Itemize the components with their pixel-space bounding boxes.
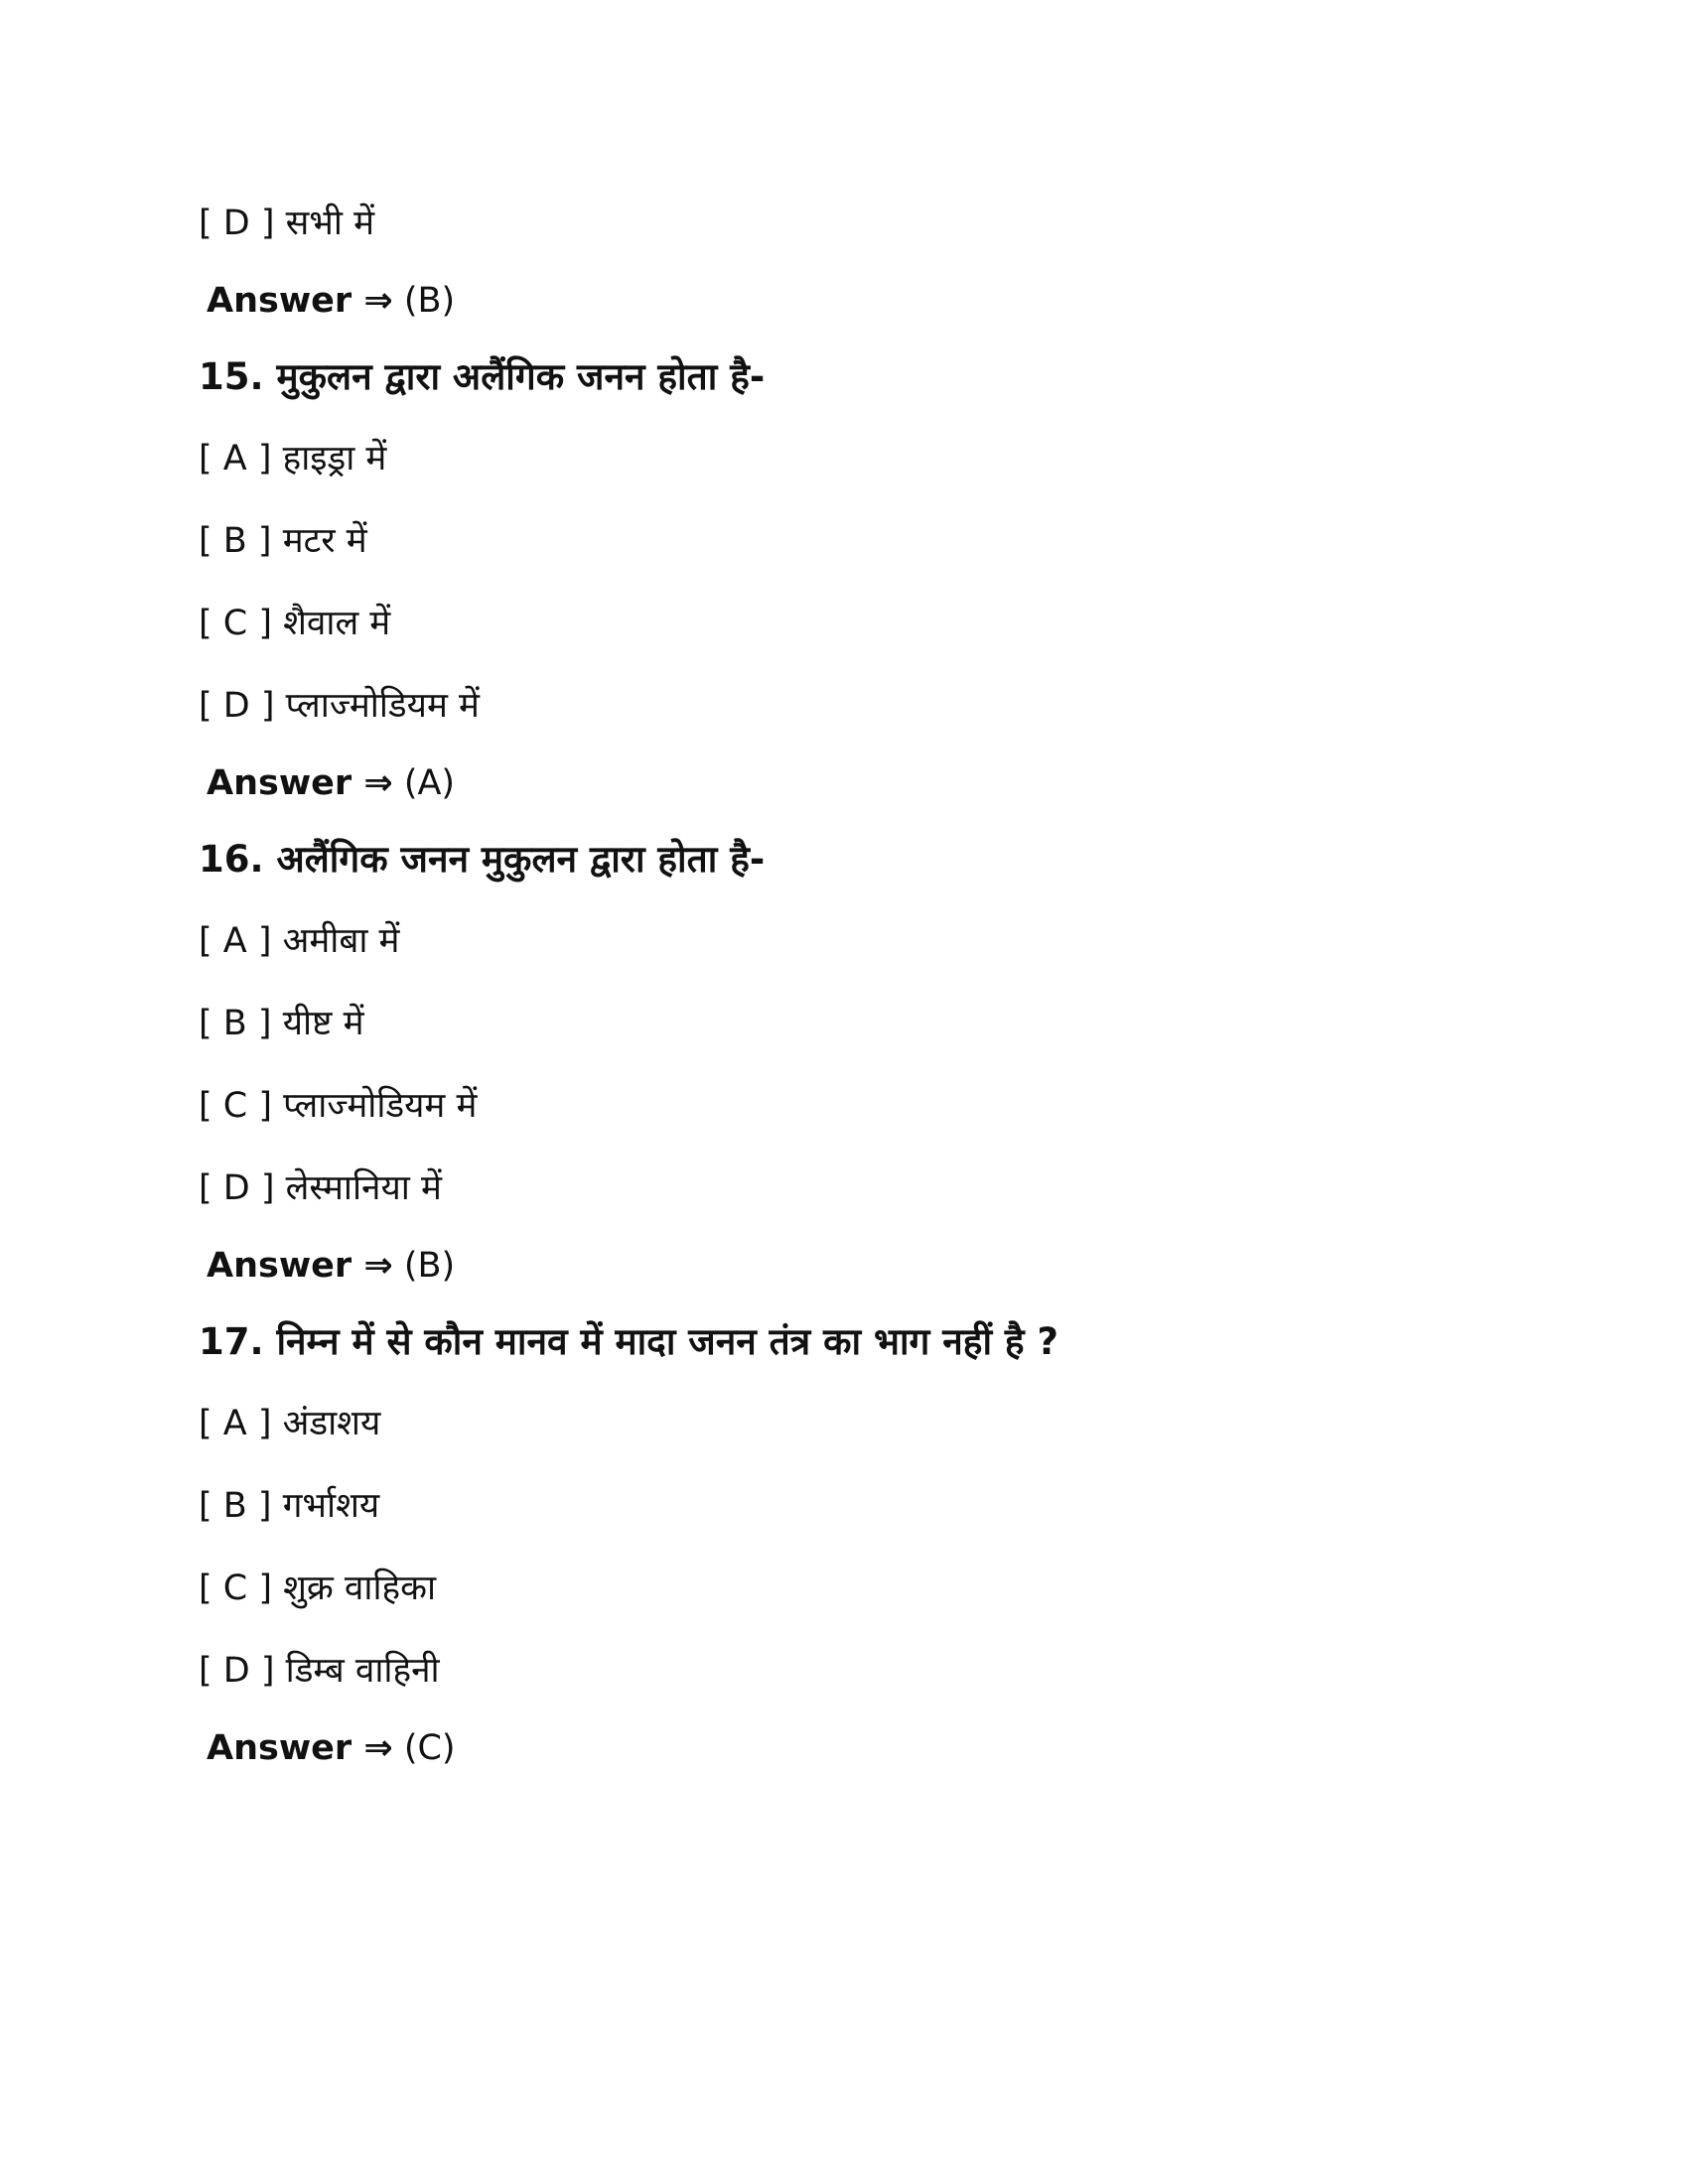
answer-label: Answer ⇒ <box>207 1728 393 1768</box>
question-number: 15. <box>199 355 264 398</box>
q16-option-c: [ C ] प्लाज्मोडियम में <box>199 1086 478 1126</box>
answer-value: (C) <box>403 1728 456 1768</box>
q17-option-b: [ B ] गर्भाशय <box>199 1486 380 1526</box>
q15-answer <box>207 763 455 803</box>
q15-option-c: [ C ] शैवाल में <box>199 604 391 643</box>
question-text: अलैंगिक जनन मुकुलन द्वारा होता है- <box>276 838 766 881</box>
q17-option-c: [ C ] शुक्र वाहिका <box>199 1569 437 1608</box>
q15-option-d: [ D ] प्लाज्मोडियम में <box>199 686 480 726</box>
prev-answer <box>207 281 455 321</box>
question-15 <box>199 349 765 400</box>
prev-option-d: [ D ] सभी में <box>199 204 375 243</box>
q16-option-a: [ A ] अमीबा में <box>199 921 400 961</box>
q17-option-d: [ D ] डिम्ब वाहिनी <box>199 1651 440 1691</box>
q16-answer <box>207 1246 455 1286</box>
answer-value: (A) <box>403 763 456 803</box>
answer-value: (B) <box>403 281 456 321</box>
question-text: निम्न में से कौन मानव में मादा जनन तंत्र का भाग नहीं है ? <box>276 1320 1058 1363</box>
question-number: 17. <box>199 1320 264 1363</box>
answer-label: Answer ⇒ <box>207 281 393 321</box>
answer-label: Answer ⇒ <box>207 763 393 803</box>
question-number: 16. <box>199 838 264 881</box>
question-17 <box>199 1314 1058 1365</box>
q17-answer <box>207 1728 456 1768</box>
answer-value: (B) <box>403 1246 456 1286</box>
answer-label: Answer ⇒ <box>207 1246 393 1286</box>
q16-option-d: [ D ] लेस्मानिया में <box>199 1168 442 1208</box>
q16-option-b: [ B ] यीष्ट में <box>199 1004 364 1043</box>
question-16 <box>199 832 765 883</box>
q15-option-b: [ B ] मटर में <box>199 521 367 561</box>
q15-option-a: [ A ] हाइड्रा में <box>199 439 387 478</box>
question-text: मुकुलन द्वारा अलैंगिक जनन होता है- <box>276 355 766 398</box>
q17-option-a: [ A ] अंडाशय <box>199 1404 381 1443</box>
